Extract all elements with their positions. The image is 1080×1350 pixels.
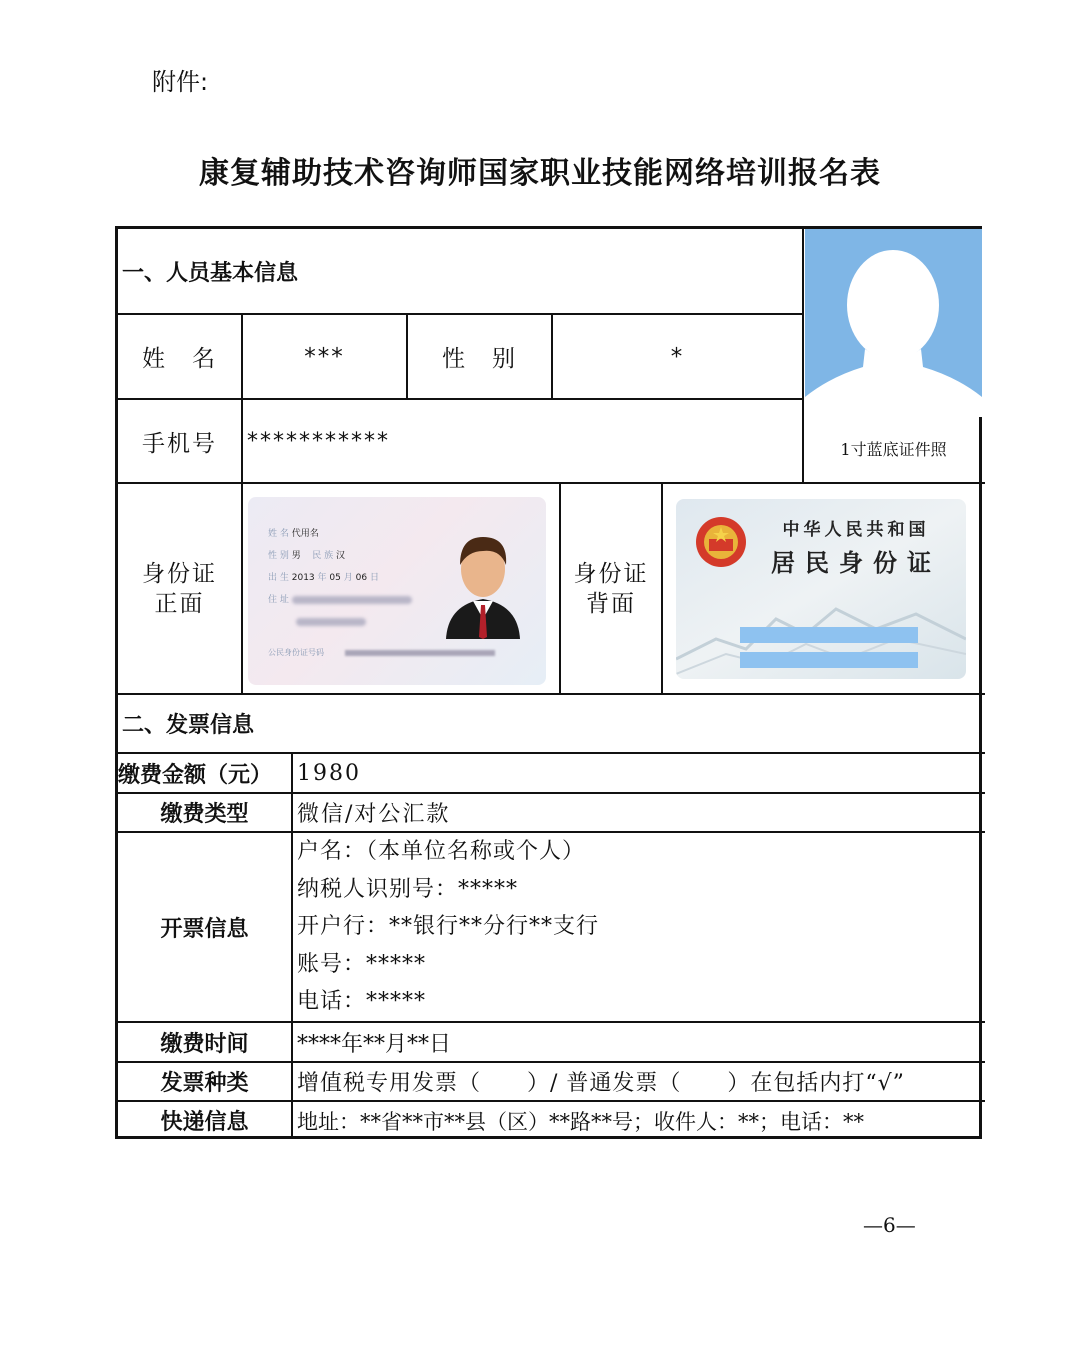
id-birth-year: 2013: [291, 573, 315, 583]
invoice-line-account-name: 户名：（本单位名称或个人）: [297, 839, 586, 865]
gender-value: *: [670, 343, 685, 370]
id-birth-label: 出 生: [268, 573, 289, 583]
redaction-bar: [740, 652, 918, 668]
section-heading-personal: 一、人员基本信息: [122, 260, 299, 286]
time-label: 缴费时间: [160, 1031, 249, 1057]
id-name-value: 代用名: [291, 529, 319, 539]
id-number-label: 公民身份证号码: [268, 648, 324, 657]
id-address-blur: [292, 596, 412, 604]
name-value: ***: [304, 343, 345, 370]
express-label: 快递信息: [160, 1110, 249, 1135]
id-back-image: [676, 499, 966, 679]
invoice-label: 开票信息: [160, 916, 249, 942]
id-front-fields: [268, 523, 412, 633]
row-divider: [118, 482, 985, 484]
section-heading-invoice: 二、发票信息: [122, 713, 255, 738]
invoice-kind-value: 增值税专用发票（ ）/ 普通发票（ ）在包括内打“√”: [297, 1071, 905, 1096]
id-ethnicity-value: 汉: [335, 551, 345, 561]
id-year-unit: 年: [317, 573, 327, 583]
type-label: 缴费类型: [160, 802, 249, 827]
id-number-blur: [345, 650, 495, 656]
invoice-details: [293, 833, 985, 1021]
id-front-image: [248, 497, 546, 685]
invoice-line-phone: 电话：*****: [297, 989, 427, 1015]
id-name-label: 姓 名: [268, 529, 289, 539]
registration-form: [115, 226, 982, 1139]
id-gender-value: 男: [291, 551, 301, 561]
invoice-line-tax-id: 纳税人识别号：*****: [297, 876, 519, 902]
id-birth-month: 05: [329, 573, 341, 583]
id-front-label-line2: 正面: [154, 590, 205, 617]
form-title: 康复辅助技术咨询师国家职业技能网络培训报名表: [199, 156, 881, 191]
avatar-portrait-icon: [440, 527, 526, 639]
invoice-line-bank: 开户行：**银行**分行**支行: [297, 914, 600, 940]
national-emblem-icon: [694, 515, 748, 569]
id-month-unit: 月: [343, 573, 353, 583]
id-number-row: [268, 647, 495, 658]
name-label: 姓 名: [142, 346, 217, 372]
redaction-bar: [740, 627, 918, 643]
type-value: 微信/对公汇款: [297, 802, 451, 827]
person-silhouette-icon: [805, 229, 982, 417]
id-back-label-line1: 身份证: [573, 560, 649, 587]
phone-value: ***********: [247, 428, 390, 454]
attachment-label: 附件:: [152, 68, 209, 96]
col-divider: [661, 482, 663, 693]
id-address-blur-2: [296, 618, 366, 626]
id-front-label-line1: 身份证: [142, 560, 217, 587]
id-back-line1: 中华人民共和国: [782, 520, 930, 540]
amount-value: 1980: [297, 760, 361, 786]
id-back-line2: 居民身份证: [771, 548, 941, 577]
invoice-kind-label: 发票种类: [160, 1071, 249, 1096]
id-back-label-line2: 背面: [586, 590, 636, 617]
photo-placeholder: [805, 229, 982, 417]
photo-caption: 1寸蓝底证件照: [840, 439, 947, 459]
phone-label: 手机号: [142, 430, 217, 457]
id-birth-day: 06: [355, 573, 368, 583]
page-number: —6—: [863, 1213, 916, 1237]
time-value: ****年**月**日: [297, 1031, 452, 1057]
id-front-label: [118, 484, 241, 693]
amount-label: 缴费金额（元）: [118, 762, 273, 788]
id-ethnicity-label: 民 族: [312, 551, 334, 561]
id-back-label: [561, 484, 661, 693]
id-gender-label: 性 别: [268, 551, 289, 561]
gender-label: 性 别: [442, 346, 517, 372]
invoice-line-account-number: 账号：*****: [297, 951, 427, 977]
col-divider: [802, 229, 804, 482]
id-day-unit: 日: [369, 573, 379, 583]
express-value: 地址：**省**市**县（区）**路**号；收件人：**；电话：**: [297, 1109, 864, 1134]
id-address-label: 住 址: [268, 595, 289, 605]
